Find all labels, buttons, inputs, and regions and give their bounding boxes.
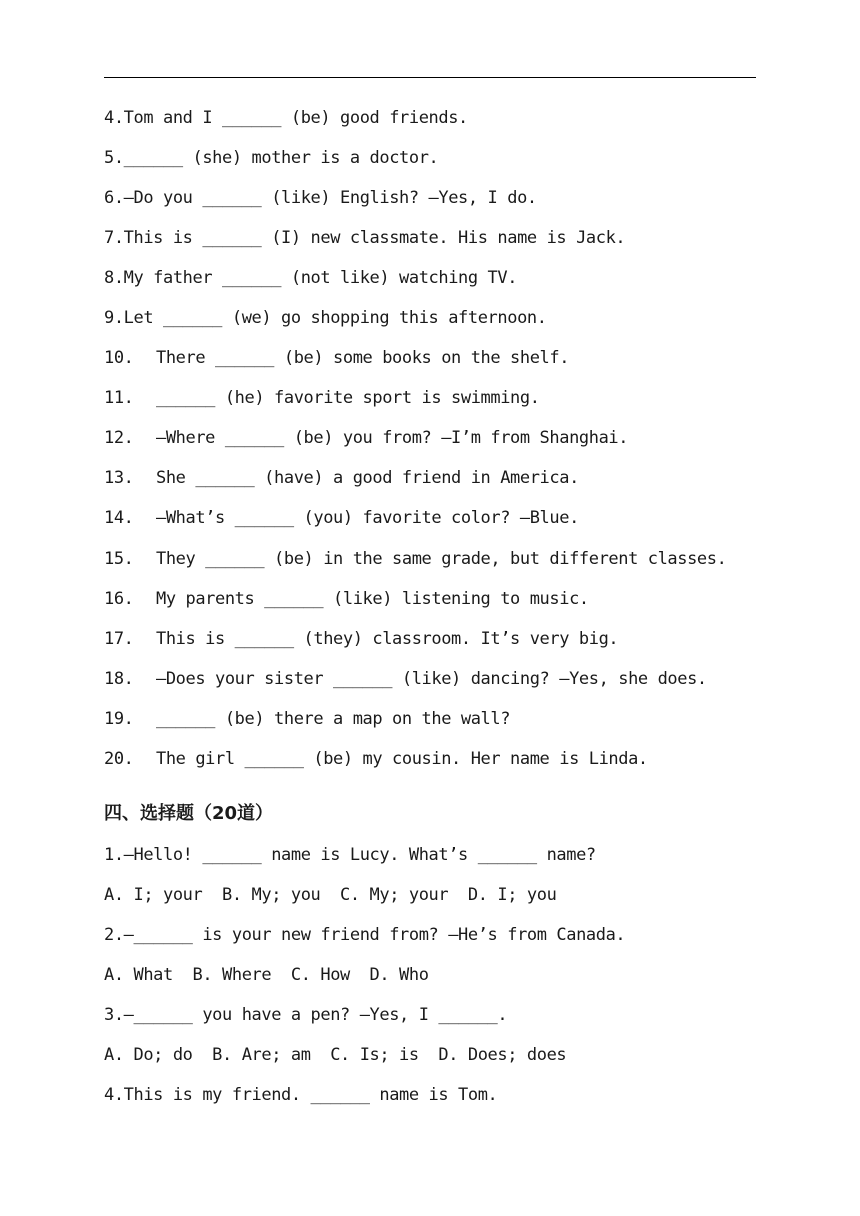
choice-options-1: A. I; your B. My; you C. My; your D. I; you [104, 885, 557, 905]
item-text: ______ (she) mother is a doctor. [123, 148, 439, 168]
fill-item-20 [104, 749, 648, 769]
choice-question-3: 3.—______ you have a pen? —Yes, I ______. [104, 1005, 508, 1025]
fill-item-18 [104, 669, 707, 689]
item-number: 5. [104, 148, 124, 168]
fill-item-19 [104, 709, 510, 729]
item-number: 16. [104, 589, 134, 609]
fill-item-12 [104, 428, 628, 448]
item-text: There ______ (be) some books on the shelf. [156, 348, 570, 368]
section-heading: 四、选择题（20道） [104, 803, 274, 824]
item-text: This is ______ (they) classroom. It’s very big. [156, 629, 619, 649]
choice-question-4: 4.This is my friend. ______ name is Tom. [104, 1085, 498, 1105]
fill-item-4 [104, 108, 468, 128]
fill-item-16 [104, 589, 589, 609]
item-text: Let ______ (we) go shopping this afternoon. [123, 308, 547, 328]
fill-item-8 [104, 268, 517, 288]
item-text: This is ______ (I) new classmate. His name is Jack. [123, 228, 626, 248]
item-text: My father ______ (not like) watching TV. [123, 268, 518, 288]
item-number: 13. [104, 468, 134, 488]
fill-item-10 [104, 348, 569, 368]
item-number: 19. [104, 709, 134, 729]
item-text: ______ (be) there a map on the wall? [156, 709, 511, 729]
item-text: She ______ (have) a good friend in America. [156, 468, 579, 488]
fill-item-6 [104, 188, 537, 208]
header-rule [104, 77, 756, 78]
item-number: 12. [104, 428, 134, 448]
item-number: 20. [104, 749, 134, 769]
item-text: Tom and I ______ (be) good friends. [123, 108, 468, 128]
item-number: 10. [104, 348, 134, 368]
fill-item-15 [104, 549, 726, 569]
item-text: My parents ______ (like) listening to music. [156, 589, 589, 609]
choice-options-2: A. What B. Where C. How D. Who [104, 965, 429, 985]
choice-options-3: A. Do; do B. Are; am C. Is; is D. Does; does [104, 1045, 567, 1065]
fill-item-7 [104, 228, 625, 248]
item-text: —Does your sister ______ (like) dancing? —Yes, she does. [156, 669, 707, 689]
item-number: 6. [104, 188, 124, 208]
item-text: They ______ (be) in the same grade, but different classes. [156, 549, 727, 569]
item-text: —Where ______ (be) you from? —I’m from Shanghai. [156, 428, 629, 448]
item-number: 7. [104, 228, 124, 248]
item-text: —What’s ______ (you) favorite color? —Blue. [156, 508, 579, 528]
fill-item-17 [104, 629, 618, 649]
item-number: 8. [104, 268, 124, 288]
fill-item-13 [104, 468, 579, 488]
fill-item-9 [104, 308, 547, 328]
item-number: 9. [104, 308, 124, 328]
item-number: 11. [104, 388, 134, 408]
item-text: —Do you ______ (like) English? —Yes, I do. [123, 188, 537, 208]
item-number: 17. [104, 629, 134, 649]
item-text: The girl ______ (be) my cousin. Her name is Linda. [156, 749, 648, 769]
item-number: 4. [104, 108, 124, 128]
item-text: ______ (he) favorite sport is swimming. [156, 388, 540, 408]
item-number: 15. [104, 549, 134, 569]
fill-item-14 [104, 508, 579, 528]
item-number: 18. [104, 669, 134, 689]
fill-item-11 [104, 388, 540, 408]
choice-question-2: 2.—______ is your new friend from? —He’s from Canada. [104, 925, 626, 945]
fill-item-5 [104, 148, 438, 168]
choice-question-1: 1.—Hello! ______ name is Lucy. What’s ______ name? [104, 845, 596, 865]
item-number: 14. [104, 508, 134, 528]
